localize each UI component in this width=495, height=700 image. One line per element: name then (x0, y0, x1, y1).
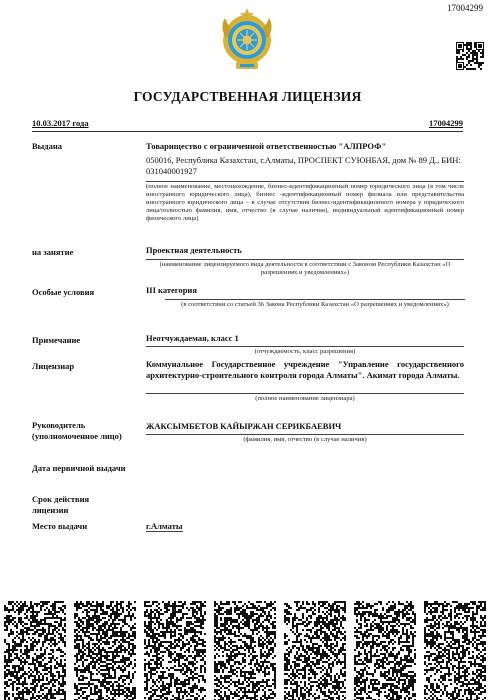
special-conditions-note: (в соответствии со статьей 36 Закона Республики Казахстан «О разрешениях и уведомлениях») (165, 299, 465, 309)
barcode-strip (0, 601, 495, 700)
qr-code-icon (456, 42, 484, 70)
remark-note: (отчуждаемость, класс разрешения) (146, 346, 464, 356)
activity-value: Проектная деятельность (146, 245, 242, 255)
head-label-line1: Руководитель (32, 420, 86, 430)
licensor-note: (полное наименование лицензиара) (146, 393, 464, 403)
remark-label: Примечание (32, 335, 81, 345)
top-document-number: 17004299 (447, 3, 483, 13)
remark-value: Неотчуждаемая, класс 1 (146, 333, 239, 343)
header-divider (32, 131, 463, 132)
license-number: 17004299 (429, 118, 463, 128)
licensee-note: (полное наименование, местонахождение, бизнес-идентификационный номер юридического лица (в том числе иностранного юридического лица), бизнес -идентификационный номер филиала или представительства иностранного юридического лица – в случае отсутствия бизнес-идентификационного номера у юридического лица/полностью фамилия, имя, отчество (в случае наличия), индивидуальный идентификационный номер физического лица) (146, 183, 464, 222)
activity-note: (наименование лицензируемого вида деятельности в соответствии с Законом Республики Казахстан «О разрешениях и уведомлениях») (146, 259, 464, 277)
activity-label: на занятие (32, 247, 74, 257)
licensor-value: Коммунальное Государственное учреждение "Управление государственного архитектурно-строительного контроля города Алматы". Акимат города Алматы. (146, 359, 464, 380)
document-title: ГОСУДАРСТВЕННАЯ ЛИЦЕНЗИЯ (133, 89, 362, 104)
head-label (32, 420, 137, 441)
validity-label (32, 494, 137, 515)
place-value-wrap (146, 521, 183, 532)
licensee-name: Товарищество с ограниченной ответственностью "АЛПРОФ" (146, 141, 387, 151)
validity-label-line2: лицензии (32, 504, 69, 515)
head-note: (фамилия, имя, отчество (в случае наличия) (146, 434, 464, 444)
licensee-address: 050016, Республика Казахстан, г.Алматы, ПРОСПЕКТ СУЮНБАЯ, дом № 89 Д., БИН: 031040001927 (146, 155, 461, 176)
licensor-label: Лицензиар (32, 361, 75, 371)
head-value: ЖАКСЫМБЕТОВ КАЙЫРЖАН СЕРИКБАЕВИЧ (146, 421, 342, 431)
special-conditions-label: Особые условия (32, 287, 95, 297)
head-label-line2: (уполномоченное лицо) (32, 430, 122, 441)
place-label: Место выдачи (32, 521, 88, 531)
issued-to-label: Выдана (32, 141, 63, 151)
special-conditions-value: III категория (146, 285, 197, 295)
place-value: г.Алматы (146, 521, 183, 531)
first-issue-date-label: Дата первичной выдачи (32, 463, 126, 473)
state-emblem-icon (218, 8, 276, 72)
validity-label-line1: Срок действия (32, 494, 90, 504)
issue-date: 10.03.2017 года (32, 118, 89, 128)
